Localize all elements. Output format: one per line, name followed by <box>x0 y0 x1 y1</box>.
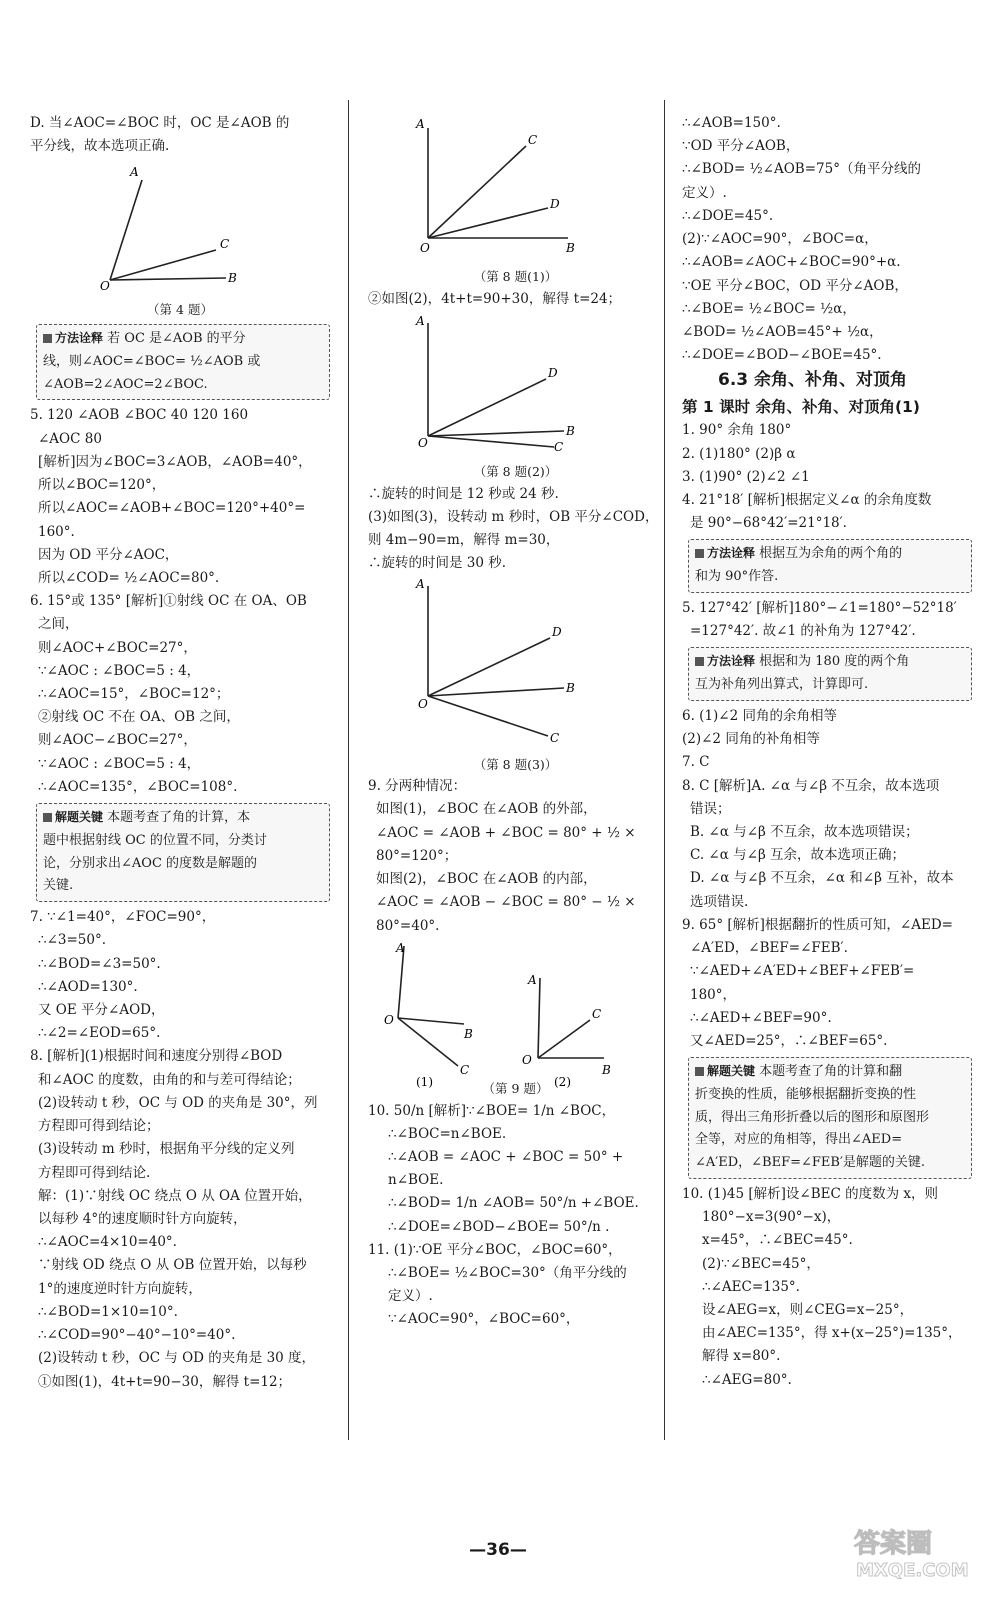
point-label: A <box>396 940 405 955</box>
point-label: O <box>418 435 428 450</box>
text-line: ∴∠AEG=80°. <box>702 1371 792 1388</box>
figure-q9 <box>368 938 663 1088</box>
text-line: 如图(1)，∠BOC 在∠AOB 的外部， <box>376 801 597 818</box>
point-label: D <box>552 624 562 639</box>
text-line: 1°的速度逆时针方向旋转， <box>38 1280 202 1297</box>
box-text: ∠A′ED，∠BEF=∠FEB′是解题的关键. <box>695 1155 926 1171</box>
text-line: 以每秒 4°的速度顺时针方向旋转， <box>38 1210 247 1227</box>
text-line: =127°42′. 故∠1 的补角为 127°42′. <box>690 623 916 640</box>
method-box <box>688 539 972 593</box>
text-line: ∵OD 平分∠AOB， <box>682 138 800 155</box>
text-line: 因为 OD 平分∠AOC， <box>38 546 179 563</box>
box-text: 关键. <box>43 878 74 894</box>
text-line: 80°=120°； <box>376 847 458 864</box>
answer-q6 <box>30 590 330 799</box>
text-line: 80°=40°. <box>376 917 440 934</box>
box-tag: 方法诠释 <box>43 331 103 345</box>
method-box <box>36 324 330 400</box>
text-line: 1. 90° 余角 180° <box>682 422 792 439</box>
text-line: 7. C <box>682 754 710 771</box>
text-line: ∵∠AED+∠A′ED+∠BEF+∠FEB′= <box>690 963 915 980</box>
point-label: O <box>384 1012 394 1027</box>
column-2 <box>368 108 663 1332</box>
text-line: ∵∠AOC : ∠BOC=5 : 4， <box>38 755 201 772</box>
text-line: ∴∠BOC=n∠BOE. <box>388 1125 507 1142</box>
point-label: B <box>566 241 575 255</box>
text-line: ∵射线 OD 绕点 O 从 OB 位置开始，以每秒 <box>38 1257 307 1274</box>
answer-q7 <box>30 906 330 1045</box>
text-line: 由∠AEC=135°，得 x+(x−25°)=135°， <box>702 1325 962 1342</box>
text-line: ②如图(2)，4t+t=90+30，解得 t=24； <box>368 290 622 307</box>
figure-q4 <box>30 158 330 290</box>
text-line: ∠A′ED，∠BEF=∠FEB′. <box>690 940 848 957</box>
text-line: (2)设转动 t 秒，OC 与 OD 的夹角是 30°，列 <box>38 1094 318 1111</box>
figure-q8-2 <box>368 311 663 453</box>
box-tag: 解题关键 <box>695 1064 755 1078</box>
text-line: 则∠AOC−∠BOC=27°， <box>38 732 197 749</box>
text-line: 3. (1)90° (2)∠2 ∠1 <box>682 468 810 485</box>
box-text: 论，分别求出∠AOC 的度数是解题的 <box>43 855 258 871</box>
text-line: 之间， <box>38 616 79 633</box>
text-line: 解得 x=80°. <box>702 1348 781 1365</box>
text-line: 定义）. <box>682 184 727 201</box>
text-line: 则∠AOC+∠BOC=27°， <box>38 639 197 656</box>
text-line: 11. (1)∵OE 平分∠BOC，∠BOC=60°， <box>368 1241 622 1258</box>
figure-q8-3 <box>368 576 663 746</box>
point-label: A <box>528 972 537 987</box>
box-text: 本题考查了角的计算，本 <box>107 810 251 826</box>
box-tag: 解题关键 <box>43 810 103 824</box>
answer-q11 <box>368 1239 663 1332</box>
text-line: 5. 120 ∠AOB ∠BOC 40 120 160 <box>30 407 249 424</box>
text-line: (3)设转动 m 秒时，根据角平分线的定义列 <box>38 1141 295 1158</box>
text-line: 则 4m−90=m，解得 m=30， <box>368 532 560 549</box>
box-text: ∠AOB=2∠AOC=2∠BOC. <box>43 376 208 392</box>
figure-q8-1 <box>368 108 663 258</box>
box-text: 题中根据射线 OC 的位置不同，分类讨 <box>43 832 267 848</box>
text-line: 定义）. <box>388 1288 433 1305</box>
text-line: ∴旋转的时间是 12 秒或 24 秒. <box>368 485 559 502</box>
point-label: C <box>460 1062 470 1077</box>
text-line: C. ∠α 与∠β 互余，故本选项正确； <box>690 847 906 864</box>
text-line: ∴∠2=∠EOD=65°. <box>38 1025 161 1042</box>
box-text: 全等，对应的角相等，得出∠AED= <box>695 1132 903 1148</box>
box-text: 根据互为余角的两个角的 <box>759 546 903 562</box>
text-line: ∴旋转的时间是 30 秒. <box>368 555 507 572</box>
text-line: 设∠AEG=x，则∠CEG=x−25°， <box>702 1302 914 1319</box>
point-label: C <box>592 1006 602 1021</box>
text-line: 解：(1)∵射线 OC 绕点 O 从 OA 位置开始， <box>38 1187 312 1204</box>
text-line: ∴∠BOE= ½∠BOC= ½α， <box>682 300 856 317</box>
answer-q10 <box>368 1100 663 1239</box>
box-text: 折变换的性质，能够根据翻折变换的性 <box>695 1086 917 1102</box>
text-line: (3)如图(3)，设转动 m 秒时，OB 平分∠COD， <box>368 508 659 525</box>
section-title: 6.3 余角、补角、对顶角 <box>718 370 908 391</box>
text-line: ∠AOC = ∠AOB − ∠BOC = 80° − ½ × <box>376 894 636 911</box>
text-line: 又∠AED=25°，∴∠BEF=65°. <box>690 1032 888 1049</box>
text-line: ∴∠AOB=∠AOC+∠BOC=90°+α. <box>682 254 901 271</box>
point-label: O <box>522 1052 532 1067</box>
point-label: C <box>550 730 560 745</box>
point-label: B <box>566 680 575 695</box>
text-line: 180°， <box>690 986 737 1003</box>
text-line: ∴∠AOC=4×10=40°. <box>38 1234 177 1251</box>
text-line: ∴∠AEC=135°. <box>702 1278 800 1295</box>
text-line: 错误； <box>690 800 731 817</box>
point-label: D <box>550 197 560 211</box>
column-3 <box>682 112 972 1392</box>
text-line: ∴∠COD=90°−40°−10°=40°. <box>38 1327 236 1344</box>
column-divider-1 <box>348 100 349 1440</box>
lesson-title: 第 1 课时 余角、补角、对顶角(1) <box>682 397 920 416</box>
answer-q9 <box>368 775 663 938</box>
figure-caption: （第 8 题(1)） <box>473 269 558 285</box>
text-line: 所以∠AOC=∠AOB+∠BOC=120°+40°= <box>38 500 306 517</box>
figure-caption: （第 4 题） <box>147 301 213 317</box>
point-label: O <box>418 696 428 711</box>
key-box <box>688 1057 972 1179</box>
point-label: A <box>416 576 425 591</box>
text-line: 180°−x=3(90°−x)， <box>702 1209 841 1226</box>
text-line: 如图(2)，∠BOC 在∠AOB 的内部， <box>376 871 597 888</box>
text-line: ∴∠AOC=135°，∠BOC=108°. <box>38 778 238 795</box>
point-label: A <box>416 313 425 328</box>
key-box <box>36 803 330 902</box>
text-line: ∠AOC = ∠AOB + ∠BOC = 80° + ½ × <box>376 824 636 841</box>
text-line: D. ∠α 与∠β 不互余，∠α 和∠β 互补，故本 <box>690 870 954 887</box>
point-label: A <box>130 165 139 180</box>
text-line: (2)设转动 t 秒，OC 与 OD 的夹角是 30 度， <box>38 1350 316 1367</box>
answers-q1-4 <box>682 419 972 535</box>
text-line: ∴∠AOD=130°. <box>38 978 138 995</box>
point-label: C <box>554 439 564 453</box>
text-line: ∴∠AED+∠BEF=90°. <box>690 1009 832 1026</box>
text-line: 10. (1)45 [解析]设∠BEC 的度数为 x，则 <box>682 1185 938 1202</box>
text-line: ∵∠AOC=90°，∠BOC=60°， <box>388 1311 580 1328</box>
point-label: C <box>220 237 230 252</box>
text-line: (2)∠2 同角的补角相等 <box>682 731 820 748</box>
text-line: 8. [解析](1)根据时间和速度分别得∠BOD <box>30 1048 283 1065</box>
answer-q11-continued <box>682 112 972 367</box>
text-line: ∴∠DOE=∠BOD−∠BOE= 50°/n . <box>388 1218 610 1235</box>
text-line: 8. C [解析]A. ∠α 与∠β 不互余，故本选项 <box>682 777 940 794</box>
text-line: ∴∠DOE=45°. <box>682 207 774 224</box>
point-label: D <box>548 365 558 380</box>
text-line: ①如图(1)，4t+t=90−30，解得 t=12； <box>38 1373 292 1390</box>
watermark-text: 答案圈 <box>854 1529 933 1559</box>
text-line: ∠BOD= ½∠AOB=45°+ ½α， <box>682 323 883 340</box>
text-line: 2. (1)180° (2)β α <box>682 445 796 462</box>
box-text: 和为 90°作答. <box>695 569 779 585</box>
text-line: 是 90°−68°42′=21°18′. <box>690 515 847 532</box>
text-line: ∴∠AOC=15°，∠BOC=12°； <box>38 686 230 703</box>
watermark-url: MXQE.COM <box>856 1560 969 1581</box>
point-label: C <box>528 133 538 147</box>
text-line: ∵OE 平分∠BOC，OD 平分∠AOB， <box>682 277 908 294</box>
text-line: ∵∠AOC : ∠BOC=5 : 4， <box>38 662 201 679</box>
text-line: B. ∠α 与∠β 不互余，故本选项错误； <box>690 824 919 841</box>
page-number: —36— <box>469 1540 527 1560</box>
text-line: n∠BOE. <box>388 1172 444 1189</box>
text-line: 方程即可得到结论. <box>38 1164 151 1181</box>
point-label: B <box>566 423 575 438</box>
text-line: 10. 50/n [解析]∵∠BOE= 1/n ∠BOC， <box>368 1102 616 1119</box>
text-line: ∴∠AOB = ∠AOC + ∠BOC = 50° + <box>388 1148 624 1165</box>
column-1 <box>30 112 330 1394</box>
text-line: 6. (1)∠2 同角的余角相等 <box>682 707 837 724</box>
sub-label: (1) <box>416 1074 433 1088</box>
point-label: O <box>420 241 430 255</box>
box-tag: 方法诠释 <box>695 654 755 668</box>
text-line: x=45°，∴∠BEC=45°. <box>702 1232 853 1249</box>
point-label: O <box>100 279 110 291</box>
column-divider-2 <box>664 100 665 1440</box>
box-text: 本题考查了角的计算和翻 <box>759 1064 903 1080</box>
answers-q6-9 <box>682 705 972 1053</box>
method-box <box>688 647 972 701</box>
text-line: ②射线 OC 不在 OA、OB 之间， <box>38 709 240 726</box>
text-line: ∴∠3=50°. <box>38 932 107 949</box>
text-line: 9. 分两种情况： <box>368 778 467 795</box>
figure-caption: （第 8 题(3)） <box>473 756 558 772</box>
text-line: 7. ∵∠1=40°，∠FOC=90°， <box>30 909 216 926</box>
box-text: 根据和为 180 度的两个角 <box>759 654 910 670</box>
box-text: 互为补角列出算式，计算即可. <box>695 677 869 693</box>
text-line: ∴∠BOD= 1/n ∠AOB= 50°/n +∠BOE. <box>388 1195 639 1212</box>
text-line: ∴∠BOE= ½∠BOC=30°（角平分线的 <box>388 1265 627 1282</box>
text-line: D. 当∠AOC=∠BOC 时，OC 是∠AOB 的 <box>30 115 290 131</box>
answer-q8 <box>30 1045 330 1393</box>
point-label: B <box>464 1026 473 1041</box>
answer-q10 <box>682 1183 972 1392</box>
text-line: (2)∵∠BEC=45°， <box>702 1255 820 1272</box>
text-line: 平分线，故本选项正确. <box>30 138 170 155</box>
text-line: ∴∠BOD= ½∠AOB=75°（角平分线的 <box>682 161 921 178</box>
box-text: 线，则∠AOC=∠BOC= ½∠AOB 或 <box>43 353 261 369</box>
text-line: 和∠AOC 的度数，由角的和与差可得结论； <box>38 1071 301 1088</box>
text-line: ∴∠BOD=1×10=10°. <box>38 1303 178 1320</box>
text-line: (2)∵∠AOC=90°，∠BOC=α， <box>682 231 878 248</box>
text-line: ∠AOC 80 <box>38 430 102 447</box>
text-line: 4. 21°18′ [解析]根据定义∠α 的余角度数 <box>682 492 932 509</box>
text-line: 5. 127°42′ [解析]180°−∠1=180°−52°18′ <box>682 599 957 616</box>
text-line: ∴∠BOD=∠3=50°. <box>38 955 161 972</box>
point-label: B <box>228 271 237 286</box>
text-line: 9. 65° [解析]根据翻折的性质可知，∠AED= <box>682 916 953 933</box>
answer-q5 <box>682 597 972 643</box>
point-label: A <box>416 117 425 131</box>
text-line: 6. 15°或 135° [解析]①射线 OC 在 OA、OB <box>30 593 307 610</box>
text-line: ∴∠AOB=150°. <box>682 115 781 131</box>
point-label: B <box>602 1062 611 1077</box>
text-line: 160°. <box>38 523 75 540</box>
watermark-logo <box>848 1522 978 1582</box>
text-line: 方程即可得到结论； <box>38 1118 160 1135</box>
box-text: 质，得出三角形折叠以后的图形和原图形 <box>695 1109 930 1125</box>
box-text: 若 OC 是∠AOB 的平分 <box>107 331 246 347</box>
text-line: 又 OE 平分∠AOD， <box>38 1002 165 1018</box>
figure-caption: （第 9 题） <box>482 1081 549 1096</box>
box-tag: 方法诠释 <box>695 546 755 560</box>
text-line: 选项错误. <box>690 893 749 910</box>
answer-q5 <box>30 404 330 590</box>
sub-label: (2) <box>554 1074 571 1088</box>
figure-caption: （第 8 题(2)） <box>473 464 558 480</box>
text-line: ∴∠DOE=∠BOD−∠BOE=45°. <box>682 347 882 364</box>
text-line: [解析]因为∠BOC=3∠AOB，∠AOB=40°， <box>38 453 312 470</box>
text-line: 所以∠BOC=120°， <box>38 477 166 494</box>
text-line: 所以∠COD= ½∠AOC=80°. <box>38 569 220 586</box>
